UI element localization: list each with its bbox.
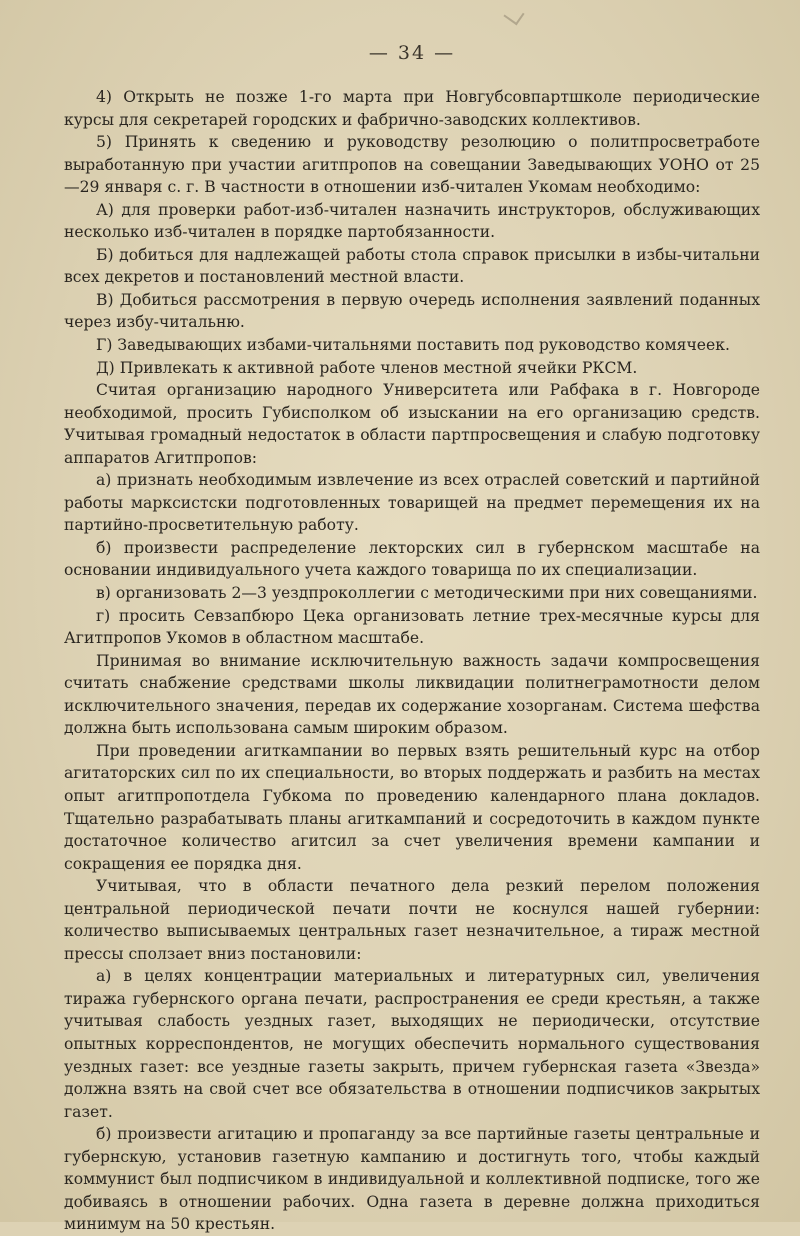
sub-v-colleges: в) организовать 2—3 уездпроколлегии с методическими при них совещаниями. — [96, 584, 758, 603]
item-v-applications: В) Добиться рассмотрения в первую очередь исполнения заявлений поданных через избу-читальню. — [64, 290, 760, 332]
paragraph-5-resolution: 5) Принять к сведению и руководству резолюцию о политпросветработе выработанную при участии агитпропов на совещании Заведывающих УОНО от 25—29 января с. г. В частности в отношении изб-читален Укомам необходимо: — [64, 133, 760, 197]
sub-a-reassignment: а) признать необходимым извлечение из всех отраслей советский и партийной работы марксистски подготовленных товарищей на предмет перемещения их на партийно-просветительную работу. — [64, 471, 760, 535]
document-body — [64, 86, 760, 1236]
sub-b-subscription: б) произвести агитацию и пропаганду за все партийные газеты центральные и губернскую, установив газетную кампанию и достигнуть того, чтобы каждый коммунист был подписчиком в индивидуальной и коллективной подписке, того же добиваясь в отношении рабочих. Одна газета в деревне должна приходиться минимум на 50 крестьян. — [64, 1125, 760, 1234]
item-a-instructors: А) для проверки работ-изб-читален назначить инструкторов, обслуживающих несколько изб-читален в порядке партобязанности. — [64, 200, 760, 242]
item-g-cells: Г) Заведывающих избами-читальнями поставить под руководство комячеек. — [96, 336, 730, 355]
paragraph-literacy-schools: Принимая во внимание исключительную важность задачи компросвещения считать снабжение средствами школы ликвидации политнеграмотности делом исключительного значения, передав их содержание хозорганам. Система шефства должна быть использована самым широким образом. — [64, 651, 760, 738]
page-number: — 34 — — [368, 42, 456, 64]
paragraph-agit-campaign: При проведении агиткампании во первых взять решительный курс на отбор агитаторских сил по их специальности, во вторых поддержать и разбить на местах опыт агитпропотдела Губкома по проведению календарного плана докладов. Тщательно разрабатывать планы агиткампаний и сосредоточить в каждом пункте достаточное количество агитсил за счет увеличения времени кампании и сокращения ее порядка дня. — [64, 741, 760, 873]
item-d-rksm: Д) Привлекать к активной работе членов местной ячейки РКСМ. — [96, 358, 638, 377]
paragraph-press: Учитывая, что в области печатного дела резкий перелом положения центральной периодической печати почти не коснулся нашей губернии: количество выписываемых центральных газет незначительное, а тираж местной прессы сползает вниз постановили: — [64, 877, 760, 963]
sub-b-lecturers: б) произвести распределение лекторских сил в губернском масштабе на основании индивидуального учета каждого товарища по их специализации. — [64, 538, 760, 580]
sub-g-summer-courses: г) просить Севзапбюро Цека организовать летние трех-месячные курсы для Агитпропов Укомов в областном масштабе. — [64, 606, 760, 648]
pencil-check-mark — [503, 5, 524, 26]
item-b-decrees: Б) добиться для надлежащей работы стола справок присылки в избы-читальни всех декретов и постановлений местной власти. — [64, 245, 760, 287]
paragraph-university: Считая организацию народного Университета или Рабфака в г. Новгороде необходимой, просить Губисполком об изыскании на его организацию средств. Учитывая громадный недостаток в области партпросвещения и слабую подготовку аппаратов Агитпропов: — [64, 381, 760, 467]
paragraph-4-courses: 4) Открыть не позже 1-го марта при Новгубсовпартшколе периодические курсы для секретарей городских и фабрично-заводских коллективов. — [64, 88, 760, 129]
sub-a-newspapers: а) в целях концентрации материальных и литературных сил, увеличения тиража губернского органа печати, распространения ее среди крестьян, а также учитывая слабость уездных газет, выходящих не периодически, отсутствие опытных корреспондентов, не могущих обеспечить нормального существования уездных газет: все уездные газеты закрыть, причем губернская газета «Звезда» должна взять на свой счет все обязательства в отношении подписчиков закрытых газет. — [64, 967, 760, 1121]
